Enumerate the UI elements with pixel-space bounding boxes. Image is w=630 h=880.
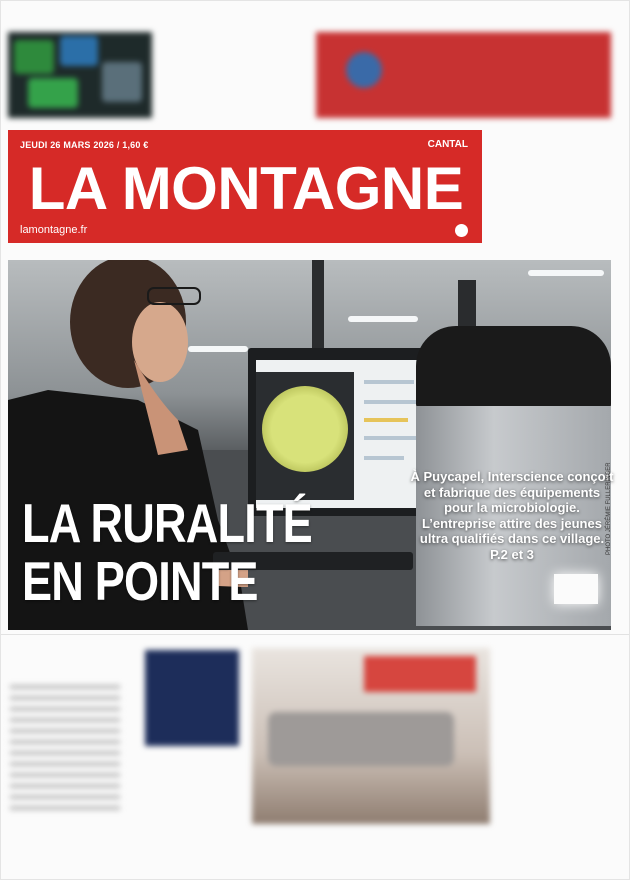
computer-monitor xyxy=(248,348,434,516)
instrument-light xyxy=(554,574,598,604)
top-teaser-text[interactable] xyxy=(164,36,304,96)
bottom-teaser-4[interactable] xyxy=(502,654,620,775)
side-teaser[interactable] xyxy=(502,136,620,239)
headline-line-1: LA RURALITÉ xyxy=(22,492,312,554)
bottom-teaser-2[interactable] xyxy=(137,650,247,786)
publisher-logo-icon xyxy=(455,224,468,237)
petri-dish-image xyxy=(256,372,354,500)
bottom-teaser-4-kicker xyxy=(502,654,620,665)
teaser-thumbnail-image[interactable] xyxy=(8,32,152,118)
ad-circle-graphic xyxy=(346,52,382,88)
bottom-advertisement[interactable] xyxy=(252,648,490,824)
side-teaser-body xyxy=(502,159,620,239)
instrument-lid xyxy=(416,326,611,410)
top-teaser-strip xyxy=(0,0,630,125)
bottom-teaser-2-caption xyxy=(137,772,247,786)
bottom-teaser-1-text xyxy=(10,685,120,810)
teaser-body xyxy=(164,54,304,96)
edition-label: CANTAL xyxy=(427,139,468,150)
ad-text-block xyxy=(466,46,596,106)
window-frame xyxy=(312,260,324,360)
date-price-line: JEUDI 26 MARS 2026 / 1,60 € xyxy=(20,140,149,150)
side-teaser-kicker xyxy=(502,136,620,147)
ad-banner xyxy=(364,656,476,692)
bottom-teaser-1-title xyxy=(10,648,120,678)
section-divider xyxy=(0,634,630,635)
lead-headline[interactable] xyxy=(22,494,312,610)
monitor-screen xyxy=(256,360,428,508)
masthead xyxy=(8,130,482,243)
bottom-teaser-2-image xyxy=(145,650,239,746)
website-url: lamontagne.fr xyxy=(20,224,88,236)
bottom-teaser-strip xyxy=(0,640,630,840)
teaser-kicker xyxy=(164,36,304,48)
top-advertisement[interactable] xyxy=(316,32,611,118)
photo-credit: PHOTO JÉRÉMIE FULLERINGER xyxy=(606,462,612,555)
bottom-teaser-1[interactable] xyxy=(10,648,120,810)
headline-line-2: EN POINTE xyxy=(22,550,258,612)
ad-sofa-image xyxy=(268,712,454,766)
bottom-teaser-4-body xyxy=(502,679,620,775)
newspaper-title: LA MONTAGNE xyxy=(28,155,464,222)
ceiling-light xyxy=(348,316,418,322)
ceiling-light xyxy=(528,270,604,276)
lead-deck: À Puycapel, Interscience conçoit et fabrique des équipements pour la microbiologie. L’entreprise attire des jeunes ultra qualifiés dans ce village. P.2 et 3 xyxy=(410,469,614,562)
